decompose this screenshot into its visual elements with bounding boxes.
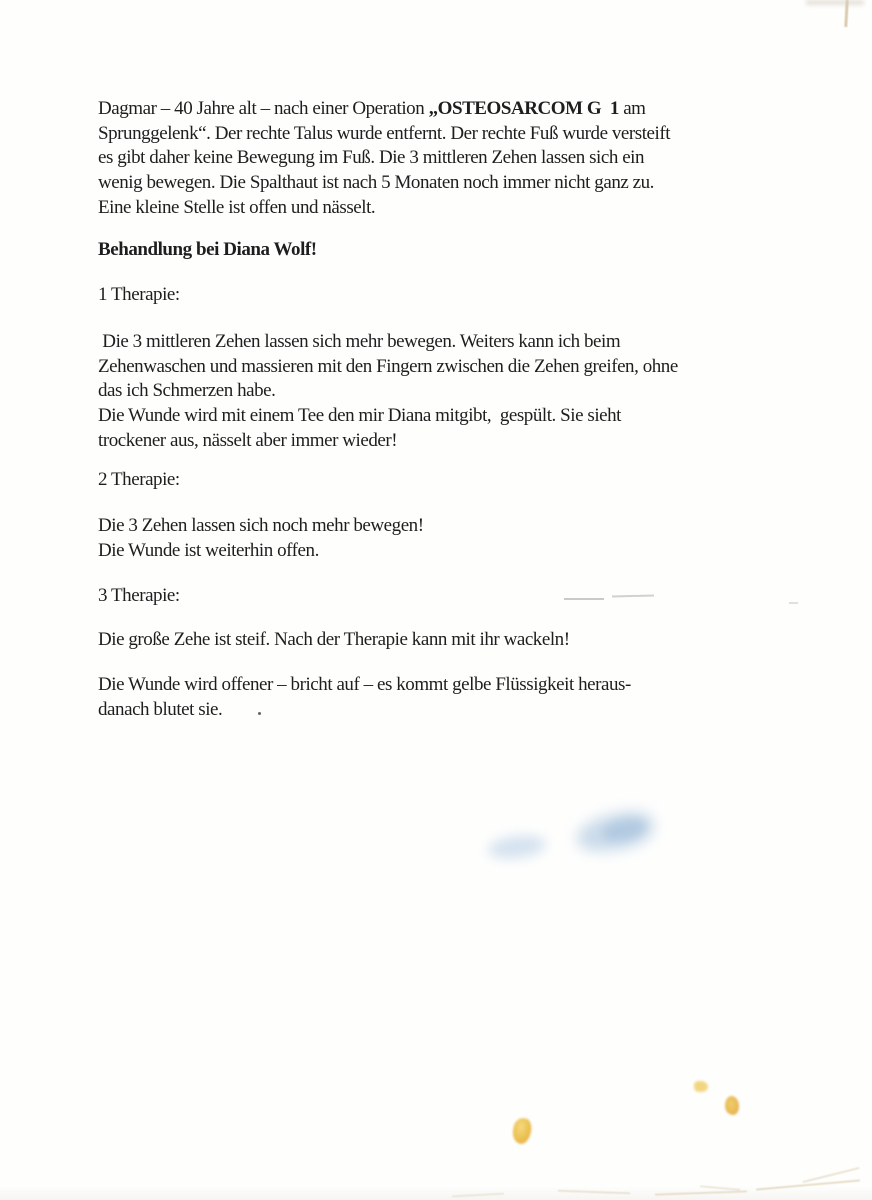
- text-line: Die 3 mittleren Zehen lassen sich mehr bewegen. Weiters kann ich beim: [98, 331, 621, 352]
- therapy-3-paragraph-a: [98, 628, 798, 653]
- intro-paragraph: [98, 97, 798, 221]
- diagnosis-bold-text: „OSTEOSARCOM G 1: [428, 98, 619, 119]
- text-line: danach blutet sie.: [98, 698, 223, 720]
- text-line: wenig bewegen. Die Spalthaut ist nach 5 Monaten noch immer nicht ganz zu.: [98, 172, 654, 194]
- intro-line1-after: am: [618, 98, 646, 119]
- scan-artifact-scribble: [756, 1179, 860, 1190]
- scan-artifact-scribble: [700, 1185, 740, 1190]
- therapy-1-label: 1 Therapie:: [98, 284, 180, 305]
- text-line: Die große Zehe ist steif. Nach der Therapie kann mit ihr wackeln!: [98, 629, 570, 650]
- therapy-3-label: 3 Therapie:: [98, 585, 180, 606]
- text-line: das ich Schmerzen habe.: [98, 380, 276, 402]
- blurred-signature-stroke: [487, 833, 547, 862]
- intro-line1-regular: Dagmar – 40 Jahre alt – nach einer Operation: [98, 98, 429, 119]
- paper-stain: [511, 1117, 533, 1146]
- text-line: Eine kleine Stelle ist offen und nässelt.: [98, 196, 376, 218]
- treatment-heading: Behandlung bei Diana Wolf!: [98, 239, 317, 260]
- text-line: Die Wunde wird offener – bricht auf – es kommt gelbe Flüssigkeit heraus-: [98, 674, 631, 695]
- paper-stain: [724, 1095, 740, 1115]
- scan-artifact-scribble: [655, 1190, 747, 1195]
- scan-artifact-smudge: [806, 0, 864, 5]
- blurred-signature-stroke: [600, 816, 647, 845]
- scan-artifact-scribble: [452, 1193, 504, 1198]
- text-line: [98, 97, 798, 122]
- text-line: Die Wunde wird mit einem Tee den mir Diana mitgibt, gespült. Sie sieht: [98, 405, 622, 427]
- text-line: Die Wunde ist weiterhin offen.: [98, 539, 319, 561]
- scan-artifact-line: [844, 0, 848, 27]
- therapy-3-paragraph-b: [98, 673, 798, 722]
- blurred-signature-stroke: [573, 808, 656, 857]
- text-line: Sprunggelenk“. Der rechte Talus wurde entfernt. Der rechte Fuß wurde versteift: [98, 122, 671, 144]
- paper-stain: [694, 1081, 708, 1092]
- therapy-2-paragraph: [98, 514, 798, 563]
- text-line: Zehenwaschen und massieren mit den Fingern zwischen die Zehen greifen, ohne: [98, 355, 678, 377]
- therapy-2-label: 2 Therapie:: [98, 469, 180, 490]
- text-line: Die 3 Zehen lassen sich noch mehr bewegen!: [98, 515, 424, 536]
- therapy-1-paragraph: [98, 330, 798, 454]
- text-line: trockener aus, nässelt aber immer wieder!: [98, 429, 398, 451]
- scan-artifact-scribble: [558, 1190, 630, 1195]
- text-line: es gibt daher keine Bewegung im Fuß. Die 3 mittleren Zehen lassen sich ein: [98, 147, 645, 169]
- scan-artifact-scribble: [803, 1167, 860, 1183]
